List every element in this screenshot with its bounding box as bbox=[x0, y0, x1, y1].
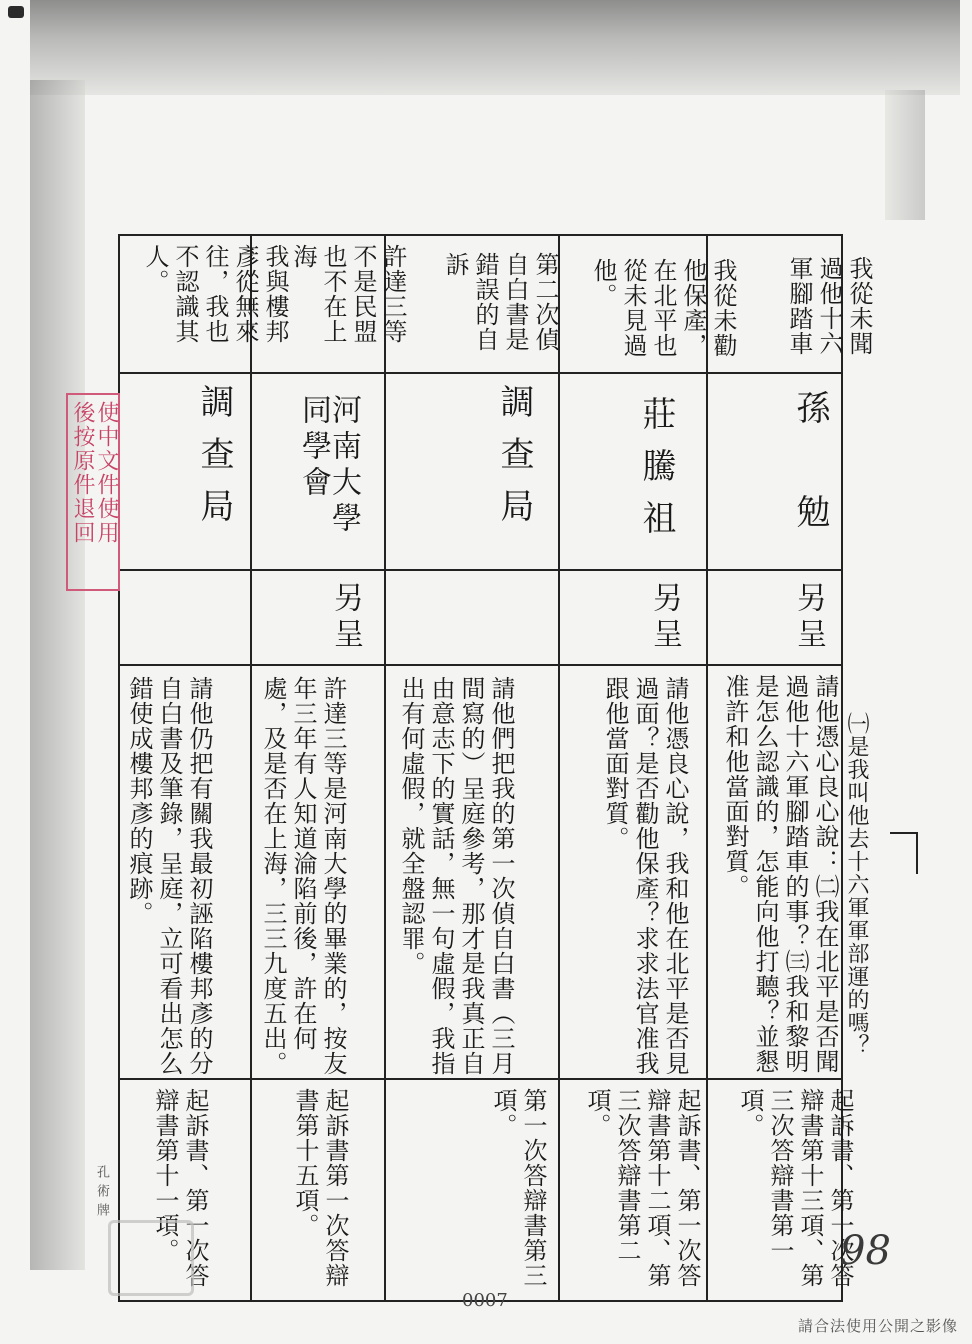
column-divider bbox=[250, 236, 252, 1300]
reference-cell: 起訴書第一次答辯書第十五項。 bbox=[291, 1088, 349, 1288]
binding-mark: 孔 術 牌 bbox=[94, 1165, 109, 1218]
issue-cell: 我從未勸他保產，在北平也從未見過他。 bbox=[589, 258, 737, 358]
reference-cell: 起訴書、第一次答辯書第十三項、第三次答辯書第一項。 bbox=[736, 1088, 854, 1288]
reference-cell: 起訴書、第一次答辯書第十二項、第三次答辯書第二項。 bbox=[583, 1088, 701, 1288]
answer-cell: 另呈 bbox=[328, 582, 363, 654]
scan-shadow-left bbox=[30, 80, 85, 1270]
row-divider bbox=[120, 1078, 841, 1080]
name-cell: 莊騰祖 bbox=[636, 396, 676, 552]
scan-shadow-top bbox=[30, 0, 960, 95]
reference-cell: 起訴書、第一次答辯書第十一項。 bbox=[151, 1088, 209, 1288]
scan-shadow-right bbox=[885, 90, 925, 220]
footer-notice: 請合法使用公開之影像 bbox=[797, 1317, 958, 1335]
column-divider bbox=[558, 236, 560, 1300]
row-divider bbox=[120, 569, 841, 571]
name-cell: 河南大學同學會 bbox=[296, 394, 361, 538]
name-cell: 孫 勉 bbox=[790, 390, 830, 546]
issue-cell: 我從未聞過他十六軍腳踏車 bbox=[785, 256, 873, 356]
name-cell: 調查局 bbox=[194, 384, 234, 540]
column-divider bbox=[384, 236, 386, 1300]
column-divider bbox=[706, 236, 708, 1300]
answer-cell: 另呈 bbox=[791, 582, 826, 654]
request-cell: 請他憑心良心說：㈡我在北平是否聞過他十六軍腳踏車的事？㈢我和黎明是怎么認識的，怎能向他打聽？並懇准許和他當面對質。 bbox=[721, 674, 839, 1074]
archive-stamp bbox=[66, 393, 120, 591]
punch-hole-icon bbox=[8, 6, 24, 18]
stamp-line: 後按原件退回 bbox=[70, 401, 95, 545]
corner-bracket bbox=[890, 832, 918, 874]
request-cell: 許達三等是河南大學的畢業的，按友年三年有人知道淪陷前後，許在何處，及是否在上海，三三九度五出。 bbox=[259, 676, 347, 1076]
answer-cell: 另呈 bbox=[647, 582, 682, 654]
bottom-number: 0007 bbox=[462, 1290, 508, 1311]
stamp-line: 使中文件使用 bbox=[94, 401, 119, 545]
reference-cell: 第一次答辯書第三項。 bbox=[489, 1088, 547, 1288]
request-cell: 請他們把我的第一次偵自白書（三月間寫的）呈庭參考，那才是我真正自由意志下的實話，無一句虛假，我指出有何虛假，就全盤認罪。 bbox=[397, 676, 515, 1076]
row-divider bbox=[120, 664, 841, 666]
page-number: 98 bbox=[840, 1228, 891, 1274]
issue-cell: 我與樓邦彥從無來往，我也不認識其人。 bbox=[141, 244, 289, 344]
row-divider bbox=[120, 372, 841, 374]
request-cell: 請他憑良心說，我和他在北平是否見過面？是否勸他保產？求求法官准我跟他當面對質。 bbox=[601, 676, 689, 1076]
issue-cell: 許達三等不是民盟也不在上海 bbox=[289, 244, 407, 344]
name-cell: 調查局 bbox=[494, 384, 534, 540]
lock-watermark-icon bbox=[108, 1220, 194, 1296]
request-cell: 請他仍把有關我最初誣陷樓邦彥的分自白書及筆錄，呈庭，立可看出怎么錯使成樓邦彥的痕跡。 bbox=[125, 676, 213, 1076]
issue-cell: 第二次偵自白書是錯誤的自訴 bbox=[441, 252, 559, 352]
margin-note: ㈠是我叫他去十六軍軍部運的嗎？ bbox=[844, 712, 869, 1057]
